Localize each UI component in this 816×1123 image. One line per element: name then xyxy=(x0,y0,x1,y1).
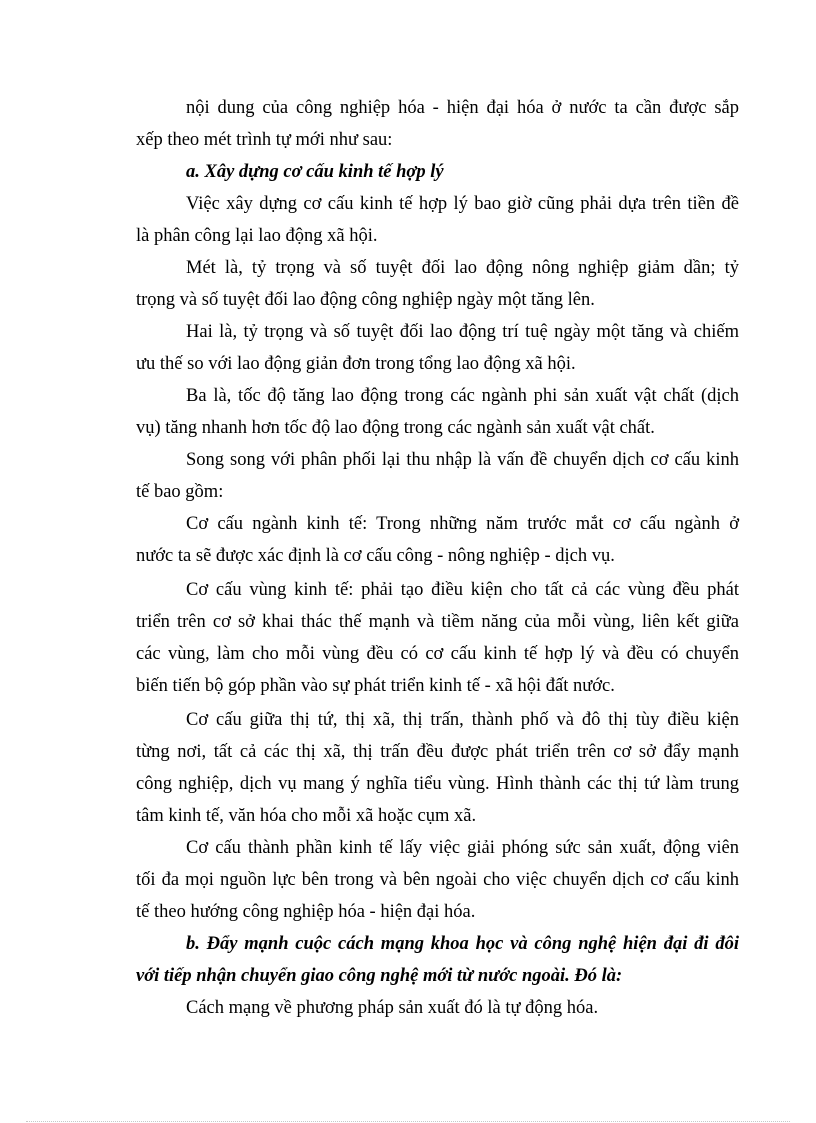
paragraph-line: Cơ cấu vùng kinh tế: phải tạo điều kiện cho tất cả các vùng đều phát xyxy=(186,580,739,600)
paragraph-line: Cơ cấu ngành kinh tế: Trong những năm trước mắt cơ cấu ngành ở xyxy=(186,514,739,534)
paragraph-line: trọng và số tuyệt đối lao động công nghiệp ngày một tăng lên. xyxy=(136,290,595,310)
paragraph-line: các vùng, làm cho mỗi vùng đều có cơ cấu kinh tế hợp lý và đều có chuyển xyxy=(136,644,739,664)
paragraph-line: xếp theo mét trình tự mới như sau: xyxy=(136,130,393,150)
paragraph-line: tế theo hướng công nghiệp hóa - hiện đại hóa. xyxy=(136,902,476,922)
paragraph-line: nước ta sẽ được xác định là cơ cấu công - nông nghiệp - dịch vụ. xyxy=(136,546,615,566)
section-heading-b: b. Đẩy mạnh cuộc cách mạng khoa học và công nghệ hiện đại đi đôi xyxy=(186,934,739,954)
section-heading-b-continued: với tiếp nhận chuyển giao công nghệ mới từ nước ngoài. Đó là: xyxy=(136,966,623,986)
page-bottom-divider xyxy=(26,1121,790,1122)
paragraph-line: Cơ cấu thành phần kinh tế lấy việc giải phóng sức sản xuất, động viên xyxy=(186,838,739,858)
paragraph-line: Mét là, tỷ trọng và số tuyệt đối lao động nông nghiệp giảm dần; tỷ xyxy=(186,258,739,278)
paragraph-line: Ba là, tốc độ tăng lao động trong các ngành phi sản xuất vật chất (dịch xyxy=(186,386,739,406)
paragraph-line: Cơ cấu giữa thị tứ, thị xã, thị trấn, thành phố và đô thị tùy điều kiện xyxy=(186,710,739,730)
paragraph-line: từng nơi, tất cả các thị xã, thị trấn đều được phát triển trên cơ sở đẩy mạnh xyxy=(136,742,739,762)
paragraph-line: công nghiệp, dịch vụ mang ý nghĩa tiểu vùng. Hình thành các thị tứ làm trung xyxy=(136,774,739,794)
paragraph-line: là phân công lại lao động xã hội. xyxy=(136,226,378,246)
paragraph-line: Hai là, tỷ trọng và số tuyệt đối lao động trí tuệ ngày một tăng và chiếm xyxy=(186,322,739,342)
paragraph-line: tối đa mọi nguồn lực bên trong và bên ngoài cho việc chuyển dịch cơ cấu kinh xyxy=(136,870,739,890)
paragraph-line: Cách mạng về phương pháp sản xuất đó là tự động hóa. xyxy=(186,998,599,1018)
paragraph-line: vụ) tăng nhanh hơn tốc độ lao động trong các ngành sản xuất vật chất. xyxy=(136,418,655,438)
paragraph-line: nội dung của công nghiệp hóa - hiện đại hóa ở nước ta cần được sắp xyxy=(186,98,739,118)
paragraph-line: ưu thế so với lao động giản đơn trong tổng lao động xã hội. xyxy=(136,354,576,374)
paragraph-line: Song song với phân phối lại thu nhập là vấn đề chuyển dịch cơ cấu kinh xyxy=(186,450,739,470)
paragraph-line: triển trên cơ sở khai thác thế mạnh và tiềm năng của mỗi vùng, liên kết giữa xyxy=(136,612,739,632)
paragraph-line: tâm kinh tế, văn hóa cho mỗi xã hoặc cụm xã. xyxy=(136,806,477,826)
paragraph-line: biến tiến bộ góp phần vào sự phát triển kinh tế - xã hội đất nước. xyxy=(136,676,615,696)
paragraph-line: tế bao gồm: xyxy=(136,482,224,502)
paragraph-line: Việc xây dựng cơ cấu kinh tế hợp lý bao giờ cũng phải dựa trên tiền đề xyxy=(186,194,739,214)
section-heading-a: a. Xây dựng cơ cấu kinh tế hợp lý xyxy=(186,162,444,182)
